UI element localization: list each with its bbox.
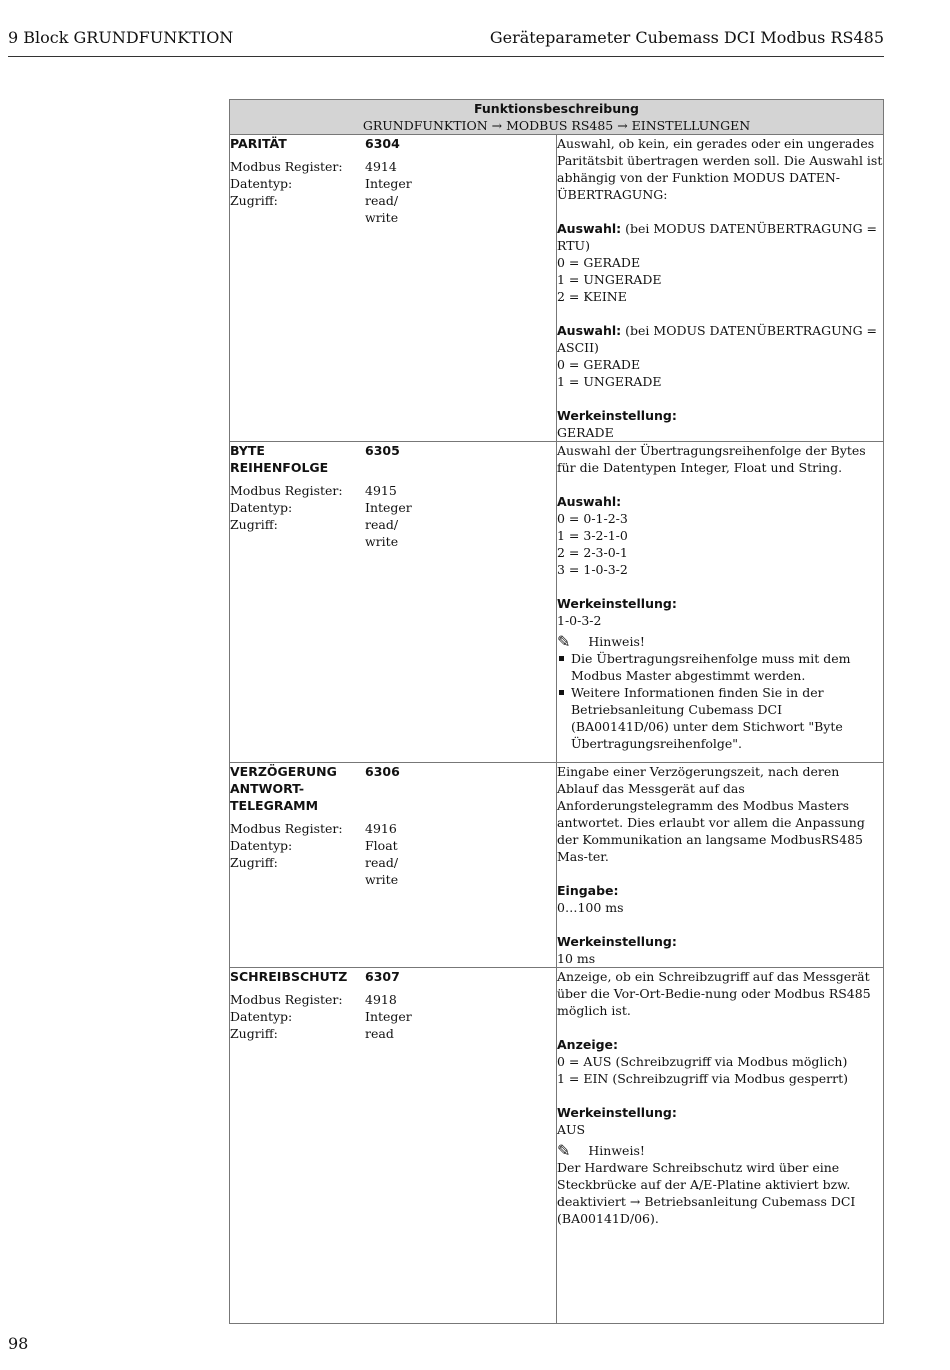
option-item: 0 = AUS (Schreibzugriff via Modbus möglich) — [557, 1054, 848, 1069]
description-text: Eingabe einer Verzögerungszeit, nach deren Ablauf das Messgerät auf das Anforderungstelegramm des Modbus Masters antwortet. Dies erlaubt vor allem die Anpassung der Kommunikation an langsame ModbusRS485 Mas-ter. — [557, 764, 865, 864]
param-name: PARITÄT — [230, 136, 287, 151]
param-meta — [230, 968, 557, 1324]
selection-label: Auswahl: — [557, 323, 622, 338]
access-value: read/ write — [365, 517, 399, 549]
default-label: Werkeinstellung: — [557, 934, 677, 949]
param-meta — [230, 763, 557, 968]
table-title: Funktionsbeschreibung — [473, 101, 639, 116]
selection-condition: (bei MODUS DATENÜBERTRAGUNG = ASCII) — [557, 323, 878, 355]
param-name: VERZÖGERUNG ANTWORT-TELEGRAMM — [230, 764, 337, 813]
datatype-label: Datentyp: — [230, 500, 293, 515]
table-header — [230, 100, 884, 135]
table-header-row — [230, 100, 884, 135]
note-list — [557, 650, 883, 752]
default-label: Werkeinstellung: — [557, 408, 677, 423]
option-item: 0 = 0-1-2-3 — [557, 511, 628, 526]
table-row — [230, 135, 884, 442]
table-row — [230, 763, 884, 968]
register-label: Modbus Register: — [230, 821, 343, 836]
note-label: Hinweis! — [588, 634, 645, 649]
description-text: Auswahl, ob kein, ein gerades oder ein ungerades Paritätsbit übertragen werden soll. Die Auswahl ist abhängig von der Funktion MODUS DATEN-ÜBERTRAGUNG: — [557, 136, 883, 202]
default-value: AUS — [557, 1122, 586, 1137]
datatype-value: Integer — [365, 500, 412, 515]
default-value: GERADE — [557, 425, 614, 440]
param-description — [557, 135, 884, 442]
running-header-title: Geräteparameter Cubemass DCI Modbus RS485 — [489, 28, 884, 47]
table-path: GRUNDFUNKTION → MODBUS RS485 → EINSTELLUNGEN — [362, 118, 751, 133]
input-value: 0…100 ms — [557, 900, 624, 915]
access-value: read — [365, 1026, 394, 1041]
input-label: Eingabe: — [557, 883, 619, 898]
param-description — [557, 763, 884, 968]
param-number: 6306 — [365, 764, 400, 779]
access-value: read/ write — [365, 855, 399, 887]
parameter-table — [229, 99, 884, 1324]
register-label: Modbus Register: — [230, 483, 343, 498]
option-item: 3 = 1-0-3-2 — [557, 562, 628, 577]
option-item: 0 = GERADE — [557, 255, 641, 270]
param-number: 6307 — [365, 969, 400, 984]
description-text: Anzeige, ob ein Schreibzugriff auf das Messgerät über die Vor-Ort-Bedie-nung oder Modbus RS485 möglich ist. — [557, 969, 871, 1018]
selection-label: Auswahl: — [557, 221, 622, 236]
option-item: 2 = KEINE — [557, 289, 627, 304]
note-text: Der Hardware Schreibschutz wird über eine Steckbrücke auf der A/E-Platine aktiviert bzw. deaktiviert → Betriebsanleitung Cubemass DCI (BA00141D/06). — [557, 1160, 856, 1226]
param-number: 6304 — [365, 136, 400, 151]
running-header-chapter: 9 Block GRUNDFUNKTION — [8, 28, 234, 47]
datatype-value: Integer — [365, 176, 412, 191]
display-label: Anzeige: — [557, 1037, 619, 1052]
param-name: SCHREIBSCHUTZ — [230, 969, 348, 984]
access-label: Zugriff: — [230, 193, 278, 208]
register-label: Modbus Register: — [230, 159, 343, 174]
param-name: BYTE REIHENFOLGE — [230, 443, 329, 475]
note-label: Hinweis! — [588, 1143, 645, 1158]
register-label: Modbus Register: — [230, 992, 343, 1007]
default-label: Werkeinstellung: — [557, 596, 677, 611]
pencil-icon: ✎ — [557, 1141, 571, 1160]
table-row — [230, 968, 884, 1324]
param-meta — [230, 442, 557, 763]
register-value: 4914 — [365, 159, 397, 174]
note-bullet: Die Übertragungsreihenfolge muss mit dem Modbus Master abgestimmt werden. — [557, 650, 883, 684]
description-text: Auswahl der Übertragungsreihenfolge der Bytes für die Datentypen Integer, Float und String. — [557, 443, 866, 475]
pencil-icon: ✎ — [557, 632, 571, 651]
register-value: 4915 — [365, 483, 397, 498]
param-description — [557, 442, 884, 763]
default-label: Werkeinstellung: — [557, 1105, 677, 1120]
selection-label: Auswahl: — [557, 494, 622, 509]
option-item: 1 = UNGERADE — [557, 272, 662, 287]
param-number: 6305 — [365, 443, 400, 458]
register-value: 4916 — [365, 821, 397, 836]
selection-condition: (bei MODUS DATENÜBERTRAGUNG = RTU) — [557, 221, 878, 253]
datatype-label: Datentyp: — [230, 838, 293, 853]
access-label: Zugriff: — [230, 517, 278, 532]
access-value: read/ write — [365, 193, 399, 225]
datatype-label: Datentyp: — [230, 1009, 293, 1024]
access-label: Zugriff: — [230, 855, 278, 870]
default-value: 10 ms — [557, 951, 596, 966]
option-item: 1 = EIN (Schreibzugriff via Modbus gesperrt) — [557, 1071, 848, 1086]
datatype-label: Datentyp: — [230, 176, 293, 191]
table-row — [230, 442, 884, 763]
page-number: 98 — [8, 1334, 29, 1353]
access-label: Zugriff: — [230, 1026, 278, 1041]
option-item: 1 = UNGERADE — [557, 374, 662, 389]
option-item: 0 = GERADE — [557, 357, 641, 372]
datatype-value: Float — [365, 838, 398, 853]
param-description — [557, 968, 884, 1324]
datatype-value: Integer — [365, 1009, 412, 1024]
param-meta — [230, 135, 557, 442]
default-value: 1-0-3-2 — [557, 613, 602, 628]
register-value: 4918 — [365, 992, 397, 1007]
header-rule — [8, 56, 884, 57]
note-bullet: Weitere Informationen finden Sie in der Betriebsanleitung Cubemass DCI (BA00141D/06) unter dem Stichwort "Byte Übertragungsreihenfolge". — [557, 684, 883, 752]
option-item: 2 = 2-3-0-1 — [557, 545, 628, 560]
option-item: 1 = 3-2-1-0 — [557, 528, 628, 543]
